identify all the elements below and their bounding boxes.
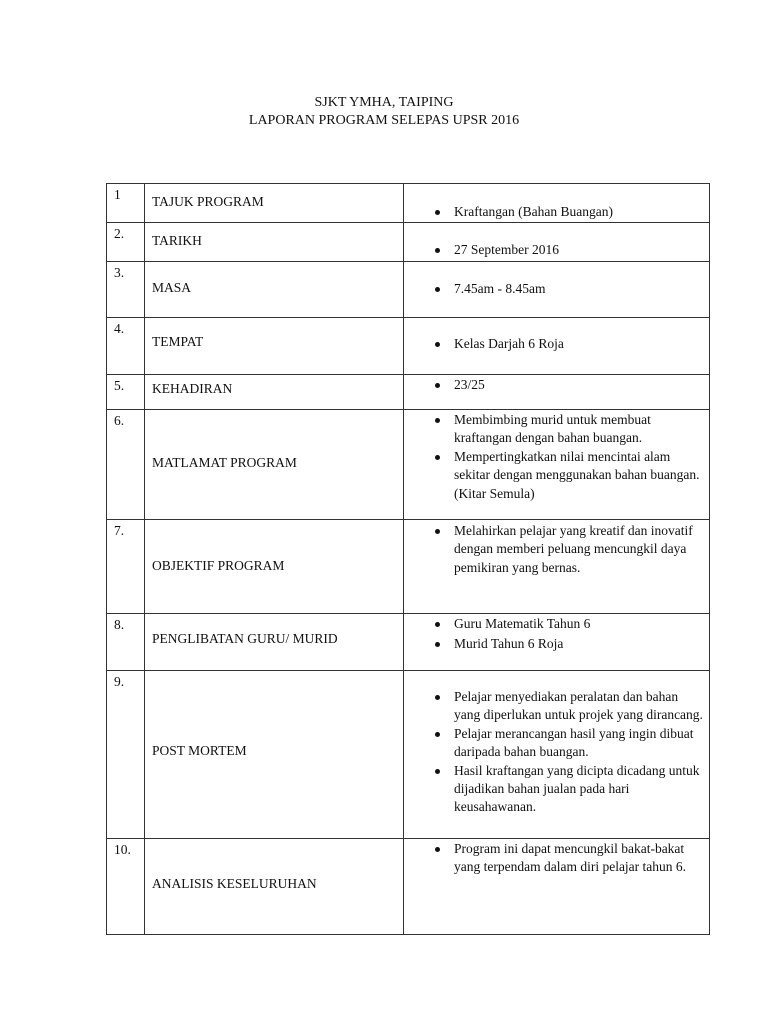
- row-items: [410, 203, 705, 221]
- row-label: MASA: [152, 280, 192, 295]
- row-number: 4.: [107, 318, 145, 375]
- table-row: [107, 671, 710, 839]
- list-item: Mempertingkatkan nilai mencintai alam sekitar dengan menggunakan bahan buangan. (Kitar Semula): [410, 448, 705, 503]
- list-item: Pelajar merancangan hasil yang ingin dibuat daripada bahan buangan.: [410, 725, 705, 762]
- row-label: TEMPAT: [152, 334, 204, 349]
- school-name: SJKT YMHA, TAIPING: [314, 95, 454, 110]
- row-number: 1: [107, 184, 145, 223]
- row-number: 8.: [107, 614, 145, 671]
- row-items: [410, 241, 705, 259]
- list-item: Guru Matematik Tahun 6: [410, 615, 705, 633]
- list-item: Program ini dapat mencungkil bakat-bakat yang terpendam dalam diri pelajar tahun 6.: [410, 840, 705, 877]
- report-title: LAPORAN PROGRAM SELEPAS UPSR 2016: [248, 113, 520, 128]
- table-row: [107, 375, 710, 410]
- row-label: MATLAMAT PROGRAM: [152, 455, 297, 470]
- row-label: TARIKH: [152, 233, 202, 248]
- row-items: [410, 376, 705, 394]
- list-item: 27 September 2016: [410, 241, 705, 259]
- row-label: KEHADIRAN: [152, 381, 233, 396]
- row-number: 3.: [107, 262, 145, 318]
- row-label: PENGLIBATAN GURU/ MURID: [152, 631, 338, 646]
- row-number: 2.: [107, 223, 145, 262]
- table-row: [107, 318, 710, 375]
- list-item: Kraftangan (Bahan Buangan): [410, 203, 705, 221]
- row-items: [410, 411, 705, 503]
- row-items: [410, 688, 705, 817]
- row-items: [410, 840, 705, 877]
- row-number: 5.: [107, 375, 145, 410]
- row-number: 10.: [107, 839, 145, 935]
- list-item: Melahirkan pelajar yang kreatif dan inovatif dengan memberi peluang mencungkil daya pemikiran yang bernas.: [410, 522, 705, 577]
- table-row: [107, 262, 710, 318]
- row-number: 7.: [107, 520, 145, 614]
- list-item: 7.45am - 8.45am: [410, 280, 705, 298]
- table-row: [107, 223, 710, 262]
- row-label: TAJUK PROGRAM: [152, 194, 264, 209]
- report-table: [106, 183, 710, 935]
- row-items: [410, 522, 705, 577]
- row-items: [410, 615, 705, 654]
- row-label: OBJEKTIF PROGRAM: [152, 558, 285, 573]
- table-row: [107, 184, 710, 223]
- list-item: 23/25: [410, 376, 705, 394]
- list-item: Hasil kraftangan yang dicipta dicadang untuk dijadikan bahan jualan pada hari keusahawanan.: [410, 762, 705, 817]
- row-items: [410, 280, 705, 298]
- list-item: Kelas Darjah 6 Roja: [410, 335, 705, 353]
- row-label: ANALISIS KESELURUHAN: [152, 876, 317, 891]
- row-items: [410, 335, 705, 353]
- table-row: [107, 614, 710, 671]
- list-item: Pelajar menyediakan peralatan dan bahan yang diperlukan untuk projek yang dirancang.: [410, 688, 705, 725]
- list-item: Murid Tahun 6 Roja: [410, 635, 705, 653]
- table-row: [107, 520, 710, 614]
- table-row: [107, 410, 710, 520]
- list-item: Membimbing murid untuk membuat kraftangan dengan bahan buangan.: [410, 411, 705, 448]
- table-row: [107, 839, 710, 935]
- row-label: POST MORTEM: [152, 743, 247, 758]
- row-number: 9.: [107, 671, 145, 839]
- row-number: 6.: [107, 410, 145, 520]
